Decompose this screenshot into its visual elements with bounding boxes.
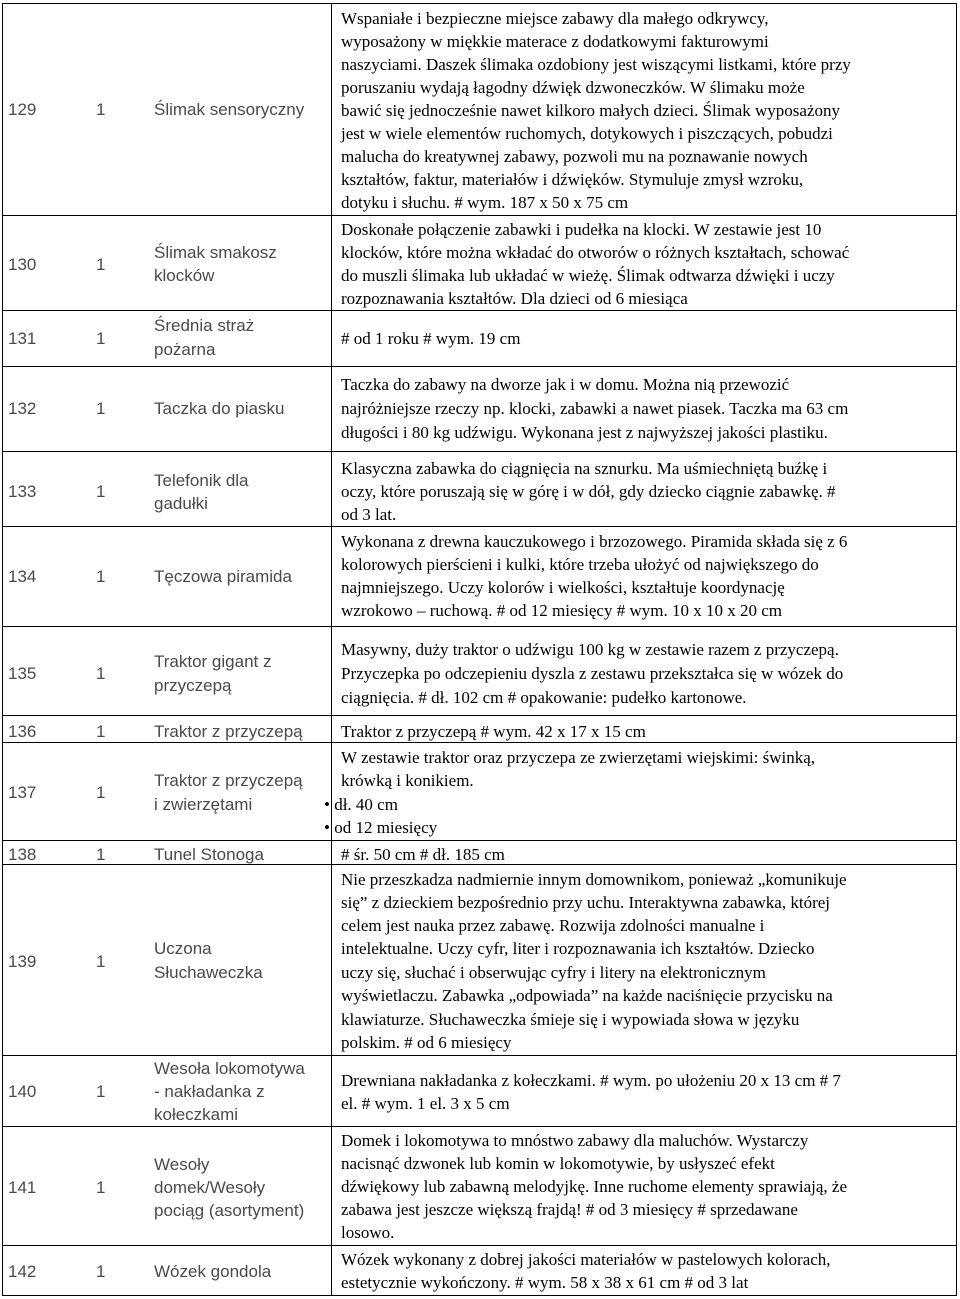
item-quantity: 1 [96,1082,106,1101]
item-quantity: 1 [96,399,106,418]
table-column-divider [331,3,332,1296]
item-description-line: się” z dzieckiem bezpośrednio przy uchu. Interaktywna zabawka, której [341,893,831,912]
table-border-left [2,3,3,1296]
item-description-line: el. # wym. 1 el. 3 x 5 cm [341,1094,510,1113]
item-description-line: uczy się, słuchać i obserwując cyfry i litery na elektronicznym [341,963,766,982]
item-name: pożarna [154,340,216,359]
item-description-line: Masywny, duży traktor o udźwigu 100 kg w zestawie razem z przyczepą. [341,640,839,659]
item-number: 130 [8,255,37,274]
item-description-line: dźwiękowy lub zabawną melodyjkę. Inne ruchome elementy sprawiają, że [341,1177,848,1196]
item-name: Tęczowa piramida [154,567,292,586]
table-border-right [956,3,957,1296]
item-number: 131 [8,329,37,348]
item-description-line: dotyku i słuchu. # wym. 187 x 50 x 75 cm [341,193,629,212]
item-description-line: malucha do kreatywnej zabawy, pozwoli mu na poznawanie nowych [341,147,808,166]
item-description-line: kolorowych pierścieni i kulki, które trzeba ułożyć od największego do [341,555,819,574]
item-description-line: # śr. 50 cm # dł. 185 cm [341,845,505,864]
item-description-line: zabawa jest jeszcze większą frajdą! # od 3 miesięcy # sprzedawane [341,1200,798,1219]
item-name: Traktor gigant z [154,652,272,671]
item-description-line: długości i 80 kg udźwigu. Wykonana jest z najwyższej jakości plastiku. [341,423,828,442]
row-divider [2,840,957,841]
item-description-line: nacisnąć dzwonek lub komin w lokomotywie, by usłyszeć efekt [341,1154,775,1173]
item-description-line: Nie przeszkadza nadmiernie innym domownikom, ponieważ „komunikuje [341,870,847,889]
item-name: Traktor z przyczepą [154,722,303,741]
item-name: Wesoła lokomotywa [154,1059,305,1078]
item-description-line: kształtów, faktur, materiałów i dźwięków. Stymuluje zmysł wzroku, [341,170,804,189]
item-description-line: intelektualne. Uczy cyfr, liter i rozpoznawania ich kształtów. Dziecko [341,939,815,958]
row-divider [2,1126,957,1127]
item-description-line: Wykonana z drewna kauczukowego i brzozowego. Piramida składa się z 6 [341,532,848,551]
item-description-line: klawiaturze. Słuchaweczka śmieje się i wypowiada słowa w języku [341,1010,800,1029]
item-number: 139 [8,952,37,971]
item-number: 136 [8,722,37,741]
item-number: 141 [8,1178,37,1197]
item-quantity: 1 [96,845,106,864]
item-description-line: Przyczepka po odczepieniu dyszla z zestawu przekształca się w wózek do [341,664,844,683]
row-divider [2,215,957,216]
item-number: 133 [8,482,37,501]
item-description-line: Domek i lokomotywa to mnóstwo zabawy dla maluchów. Wystarczy [341,1131,809,1150]
item-quantity: 1 [96,1178,106,1197]
item-description-line: rozpoznawania kształtów. Dla dzieci od 6 miesiąca [341,289,688,308]
item-name: klocków [154,266,215,285]
item-name: Wózek gondola [154,1262,272,1281]
item-quantity: 1 [96,567,106,586]
item-name: - nakładanka z [154,1082,265,1101]
item-name: pociąg (asortyment) [154,1201,305,1220]
item-description-line: najmniejszego. Uczy kolorów i wielkości, kształtuje koordynację [341,578,785,597]
item-description-line: do muszli ślimaka lub układać w wieżę. Ślimak odtwarza dźwięki i uczy [341,266,835,285]
item-name: Uczona [154,939,212,958]
item-description-line: Klasyczna zabawka do ciągnięcia na sznurku. Ma uśmiechniętą buźkę i [341,459,828,478]
item-description-line: bawić się jednocześnie nawet kilkoro małych dzieci. Ślimak wyposażony [341,101,840,120]
item-name: Ślimak sensoryczny [154,100,305,119]
item-description-bullet: • dł. 40 cm [324,795,398,814]
item-description-line: najróżniejsze rzeczy np. klocki, zabawki a nawet piasek. Taczka ma 63 cm [341,399,849,418]
row-divider [2,626,957,627]
item-description-line: wyposażony w miękkie materace z dodatkowymi fakturowymi [341,32,769,51]
table-border-bottom [2,1295,957,1296]
item-description-line: Drewniana nakładanka z kołeczkami. # wym. po ułożeniu 20 x 13 cm # 7 [341,1071,841,1090]
item-name: domek/Wesoły [154,1178,266,1197]
row-divider [2,715,957,716]
row-divider [2,1245,957,1246]
item-description-line: jest w wiele elementów ruchomych, dotykowych i piszczących, pobudzi [341,124,833,143]
row-divider [2,1055,957,1056]
item-description-line: celem jest nauka przez zabawę. Rozwija zdolności manualne i [341,916,765,935]
item-description-line: Wózek wykonany z dobrej jakości materiałów w pastelowych kolorach, [341,1250,831,1269]
item-number: 142 [8,1262,37,1281]
item-description-line: W zestawie traktor oraz przyczepa ze zwierzętami wiejskimi: świnką, [341,748,816,767]
item-quantity: 1 [96,100,106,119]
item-quantity: 1 [96,664,106,683]
item-number: 137 [8,783,37,802]
item-description-line: estetycznie wykończony. # wym. 58 x 38 x 61 cm # od 3 lat [341,1273,749,1292]
row-divider [2,526,957,527]
item-description-line: Wspaniałe i bezpieczne miejsce zabawy dla małego odkrywcy, [341,9,769,28]
item-description-line: naszyciami. Daszek ślimaka ozdobiony jest wiszącymi listkami, które przy [341,55,851,74]
item-description-line: Doskonałe połączenie zabawki i pudełka na klocki. W zestawie jest 10 [341,220,822,239]
item-name: gadułki [154,494,208,513]
item-description-line: wyświetlaczu. Zabawka „odpowiada” na każde naciśnięcie przycisku na [341,986,833,1005]
item-name: i zwierzętami [154,795,253,814]
item-number: 138 [8,845,37,864]
item-quantity: 1 [96,722,106,741]
item-description-bullet: • od 12 miesięcy [324,818,438,837]
item-description-line: polskim. # od 6 miesięcy [341,1033,512,1052]
item-description-line: ciągnięcia. # dł. 102 cm # opakowanie: pudełko kartonowe. [341,688,747,707]
item-name: Tunel Stonoga [154,845,264,864]
item-description-line: oczy, które poruszają się w górę i w dół, gdy dziecko ciągnie zabawkę. # [341,482,836,501]
item-name: kołeczkami [154,1105,239,1124]
row-divider [2,451,957,452]
item-description-line: od 3 lat. [341,505,397,524]
item-quantity: 1 [96,952,106,971]
item-name: Taczka do piasku [154,399,285,418]
item-number: 140 [8,1082,37,1101]
item-name: Wesoły [154,1155,210,1174]
item-number: 135 [8,664,37,683]
item-quantity: 1 [96,1262,106,1281]
item-description-line: wzrokowo – ruchową. # od 12 miesięcy # wym. 10 x 10 x 20 cm [341,601,782,620]
row-divider [2,366,957,367]
item-quantity: 1 [96,783,106,802]
item-name: przyczepą [154,676,232,695]
item-description-line: losowo. [341,1223,395,1242]
item-number: 134 [8,567,37,586]
item-name: Średnia straż [154,316,255,335]
item-name: Ślimak smakosz [154,243,277,262]
item-description-line: Traktor z przyczepą # wym. 42 x 17 x 15 cm [341,722,646,741]
item-description-line: Taczka do zabawy na dworze jak i w domu. Można nią przewozić [341,375,790,394]
item-quantity: 1 [96,255,106,274]
item-description-line: klocków, które można wkładać do otworów o różnych kształtach, schować [341,243,850,262]
item-description-line: # od 1 roku # wym. 19 cm [341,329,521,348]
item-number: 129 [8,100,37,119]
item-name: Telefonik dla [154,471,249,490]
item-description-line: poruszaniu wydają łagodny dźwięk dzwoneczków. W ślimaku może [341,78,805,97]
item-number: 132 [8,399,37,418]
item-name: Traktor z przyczepą [154,771,303,790]
item-quantity: 1 [96,482,106,501]
item-name: Słuchaweczka [154,963,263,982]
item-quantity: 1 [96,329,106,348]
item-description-line: krówką i konikiem. [341,771,474,790]
row-divider [2,310,957,311]
row-divider [2,3,957,4]
